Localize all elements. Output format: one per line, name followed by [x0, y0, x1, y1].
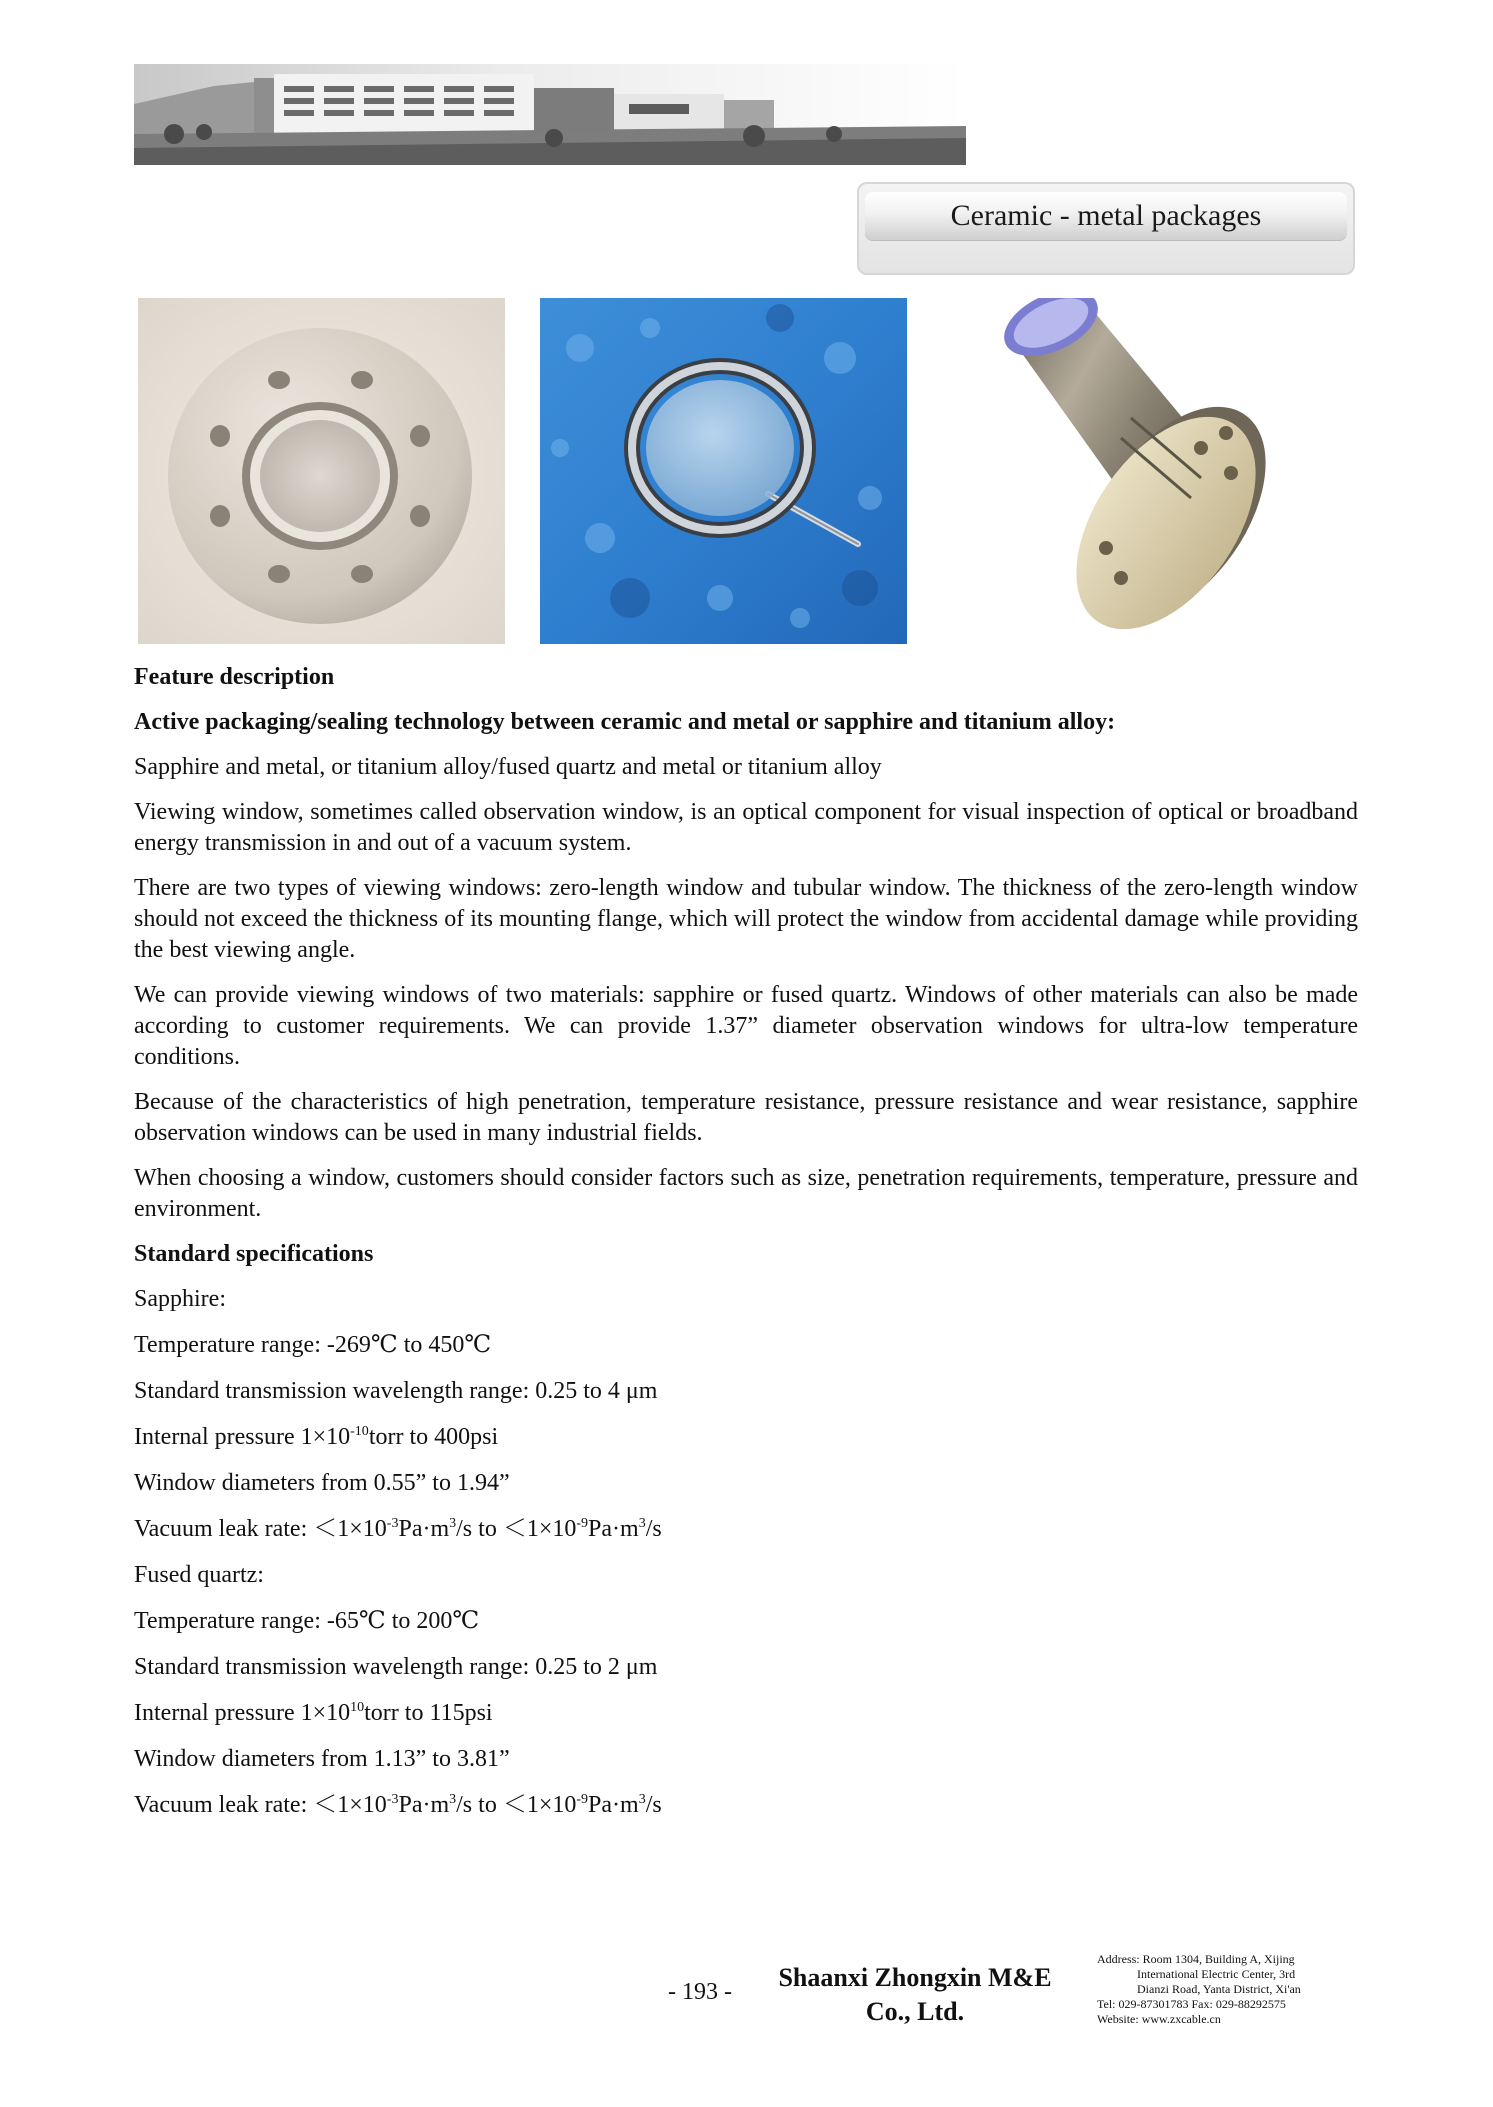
quartz-label: Fused quartz:: [134, 1562, 264, 1588]
page-number: - 193 -: [668, 1979, 732, 2005]
sapphire-pressure: Internal pressure $1\times 10^{-10}torr$ to 400psi: [134, 1424, 499, 1450]
quartz-leak-rate: Vacuum leak rate: $<1\times 10^{-3}Pa\cdot m^3/s$ to $<1\times 10^{-9}Pa\cdot m^3/s$: [134, 1792, 662, 1818]
tubular-window-render: [941, 298, 1308, 644]
company-name: [770, 1961, 1060, 2029]
website: Website: www.zxcable.cn: [1097, 2012, 1221, 2026]
sapphire-leak-rate: Vacuum leak rate: $<1\times 10^{-3}Pa\cdot m^3/s$ to $<1\times 10^{-9}Pa\cdot m^3/s$: [134, 1516, 662, 1542]
sapphire-diameters: Window diameters from 0.55” to 1.94”: [134, 1470, 510, 1496]
company-name-line2: Co., Ltd.: [865, 1997, 965, 2026]
flange-window-photo: [138, 298, 505, 644]
paragraph: We can provide viewing windows of two materials: sapphire or fused quartz. Windows of other materials can also be made according to customer requirements. We can provide 1.37” diameter observation windows for ultra-low temperature conditions.: [134, 982, 1358, 1070]
company-name-line1: Shaanxi Zhongxin M&E: [778, 1963, 1052, 1992]
paragraph: Sapphire and metal, or titanium alloy/fused quartz and metal or titanium alloy: [134, 754, 882, 780]
quartz-wavelength: Standard transmission wavelength range: 0.25 to 2 μm: [134, 1654, 658, 1680]
section-title-box: [857, 182, 1355, 275]
paragraph: When choosing a window, customers should consider factors such as size, penetration requirements, temperature, pressure and environment.: [134, 1165, 1358, 1222]
address-line: International Electric Center, 3rd: [1137, 1967, 1296, 1981]
active-sealing-heading: Active packaging/sealing technology between ceramic and metal or sapphire and titanium alloy:: [134, 709, 1116, 735]
quartz-diameters: Window diameters from 1.13” to 3.81”: [134, 1746, 510, 1772]
sapphire-label: Sapphire:: [134, 1286, 226, 1312]
feature-heading: Feature description: [134, 664, 335, 690]
header-banner: [134, 64, 966, 165]
section-title: Ceramic - metal packages: [865, 192, 1347, 240]
address-line: Dianzi Road, Yanta District, Xi'an: [1137, 1982, 1301, 1996]
specs-heading: Standard specifications: [134, 1241, 374, 1267]
address-line: Address: Room 1304, Building A, Xijing: [1097, 1952, 1295, 1966]
paragraph: There are two types of viewing windows: zero-length window and tubular window. The thickness of the zero-length window should not exceed the thickness of its mounting flange, which will protect the window from accidental damage while providing the best viewing angle.: [134, 875, 1358, 963]
sapphire-temperature: Temperature range: -269℃ to 450℃: [134, 1332, 492, 1358]
sapphire-wavelength: Standard transmission wavelength range: 0.25 to 4 μm: [134, 1378, 658, 1404]
paragraph: Viewing window, sometimes called observation window, is an optical component for visual inspection of optical or broadband energy transmission in and out of a vacuum system.: [134, 799, 1358, 856]
quartz-temperature: Temperature range: -65℃ to 200℃: [134, 1608, 480, 1634]
paragraph: Because of the characteristics of high penetration, temperature resistance, pressure resistance and wear resistance, sapphire observation windows can be used in many industrial fields.: [134, 1089, 1358, 1146]
address-block: [1097, 1952, 1337, 2027]
ring-window-photo: [540, 298, 907, 644]
main-content: [134, 662, 1358, 1836]
tel-fax: Tel: 029-87301783 Fax: 029-88292575: [1097, 1997, 1286, 2011]
quartz-pressure: Internal pressure $1\times 10^{10}torr$ to 115psi: [134, 1700, 493, 1726]
